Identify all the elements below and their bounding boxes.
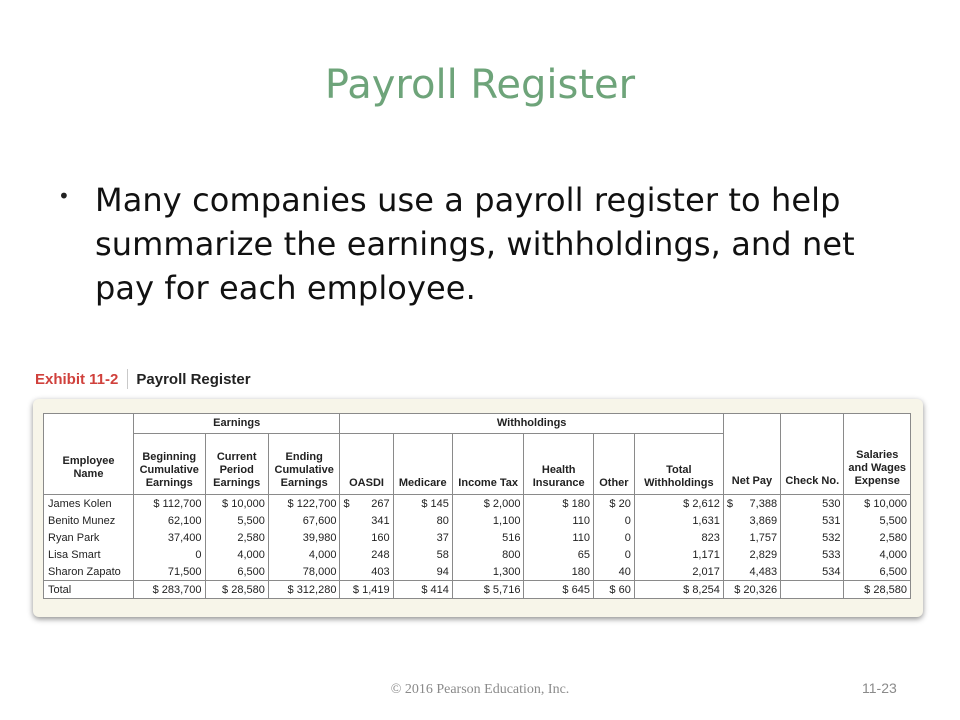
total-label: Total [44,581,134,599]
check-no-value: 531 [781,512,844,529]
salaries-expense-value: $ 10,000 [844,495,911,513]
table-row [44,546,911,563]
net-pay-value: 1,757 [749,531,778,544]
table-row [44,495,911,513]
medicare-value: 80 [393,512,452,529]
total-medicare: $ 414 [393,581,452,599]
salaries-expense-value: 2,580 [844,529,911,546]
table-row [44,529,911,546]
other-header: Other [593,434,634,495]
currency-symbol: $ [726,497,733,510]
oasdi-cell [340,546,393,563]
employee-name: Lisa Smart [44,546,134,563]
total-income-tax: $ 5,716 [452,581,524,599]
current-earnings-header: Current Period Earnings [205,434,268,495]
beginning-earnings: 0 [133,546,205,563]
copyright-footer: © 2016 Pearson Education, Inc. [390,682,570,697]
medicare-value: 37 [393,529,452,546]
total-health-insurance: $ 645 [524,581,594,599]
ending-earnings: 78,000 [268,563,340,581]
health-insurance-value: 110 [524,529,594,546]
employee-name-header: Employee Name [44,414,134,495]
total-other: $ 60 [593,581,634,599]
oasdi-cell [340,529,393,546]
salaries-expense-value: 6,500 [844,563,911,581]
net-pay-cell [723,563,780,581]
medicare-value: $ 145 [393,495,452,513]
net-pay-value: 7,388 [749,497,778,510]
employee-name: James Kolen [44,495,134,513]
oasdi-value: 403 [371,565,390,578]
medicare-header: Medicare [393,434,452,495]
oasdi-value: 160 [371,531,390,544]
check-no-value: 532 [781,529,844,546]
salaries-expense-value: 5,500 [844,512,911,529]
slide-number: 11-23 [862,680,897,696]
oasdi-value: 341 [371,514,390,527]
total-check-no [781,581,844,599]
other-value: 40 [593,563,634,581]
slide-title: Payroll Register [324,62,636,108]
other-value: $ 20 [593,495,634,513]
check-no-value: 534 [781,563,844,581]
net-pay-value: 4,483 [749,565,778,578]
ending-earnings: $ 122,700 [268,495,340,513]
total-withholdings-sum: $ 8,254 [634,581,723,599]
total-net-pay: $ 20,326 [723,581,780,599]
current-earnings: $ 10,000 [205,495,268,513]
health-insurance-header: Health Insurance [524,434,594,495]
bullet-text: Many companies use a payroll register to help summarize the earnings, withholdings, and net pay for each employee. [95,181,855,307]
net-pay-header: Net Pay [723,414,780,495]
net-pay-cell [723,529,780,546]
salaries-expense-header: Salaries and Wages Expense [844,414,911,495]
currency-symbol: $ [343,497,350,510]
total-current-earnings: $ 28,580 [205,581,268,599]
total-withholdings-value: $ 2,612 [634,495,723,513]
beginning-earnings: 62,100 [133,512,205,529]
total-withholdings-value: 1,171 [634,546,723,563]
withholdings-group-header: Withholdings [340,414,723,434]
check-no-value: 533 [781,546,844,563]
exhibit-heading [35,368,251,390]
net-pay-cell [723,495,780,513]
income-tax-value: 1,300 [452,563,524,581]
health-insurance-value: 180 [524,563,594,581]
other-value: 0 [593,529,634,546]
net-pay-value: 3,869 [749,514,778,527]
total-withholdings-value: 2,017 [634,563,723,581]
exhibit-number: Exhibit 11-2 [35,370,119,388]
oasdi-header: OASDI [340,434,393,495]
oasdi-value: 248 [371,548,390,561]
oasdi-value: 267 [371,497,390,510]
table-row [44,563,911,581]
oasdi-cell [340,495,393,513]
other-value: 0 [593,512,634,529]
beginning-earnings: 37,400 [133,529,205,546]
oasdi-cell [340,512,393,529]
bullet-dot-icon: • [58,184,70,208]
exhibit-card [33,399,923,617]
table-row [44,512,911,529]
employee-name: Sharon Zapato [44,563,134,581]
group-header-row [44,414,911,434]
health-insurance-value: 110 [524,512,594,529]
exhibit-name: Payroll Register [136,370,251,388]
oasdi-cell [340,563,393,581]
medicare-value: 58 [393,546,452,563]
current-earnings: 4,000 [205,546,268,563]
net-pay-cell [723,512,780,529]
income-tax-value: 1,100 [452,512,524,529]
income-tax-value: $ 2,000 [452,495,524,513]
employee-name: Ryan Park [44,529,134,546]
current-earnings: 5,500 [205,512,268,529]
other-value: 0 [593,546,634,563]
ending-earnings: 67,600 [268,512,340,529]
income-tax-header: Income Tax [452,434,524,495]
ending-earnings: 39,980 [268,529,340,546]
bullet-point [58,178,918,310]
medicare-value: 94 [393,563,452,581]
beginning-earnings: 71,500 [133,563,205,581]
health-insurance-value: $ 180 [524,495,594,513]
income-tax-value: 516 [452,529,524,546]
beginning-earnings-header: Beginning Cumulative Earnings [133,434,205,495]
health-insurance-value: 65 [524,546,594,563]
total-oasdi: $ 1,419 [340,581,393,599]
total-withholdings-value: 1,631 [634,512,723,529]
total-withholdings-header: Total Withholdings [634,434,723,495]
ending-earnings-header: Ending Cumulative Earnings [268,434,340,495]
total-withholdings-value: 823 [634,529,723,546]
employee-name: Benito Munez [44,512,134,529]
beginning-earnings: $ 112,700 [133,495,205,513]
income-tax-value: 800 [452,546,524,563]
earnings-group-header: Earnings [133,414,340,434]
check-no-value: 530 [781,495,844,513]
exhibit-divider [127,369,128,389]
current-earnings: 2,580 [205,529,268,546]
total-row [44,581,911,599]
current-earnings: 6,500 [205,563,268,581]
salaries-expense-value: 4,000 [844,546,911,563]
net-pay-value: 2,829 [749,548,778,561]
total-beginning-earnings: $ 283,700 [133,581,205,599]
payroll-register-table [43,413,911,599]
ending-earnings: 4,000 [268,546,340,563]
total-salaries-expense: $ 28,580 [844,581,911,599]
check-no-header: Check No. [781,414,844,495]
total-ending-earnings: $ 312,280 [268,581,340,599]
net-pay-cell [723,546,780,563]
